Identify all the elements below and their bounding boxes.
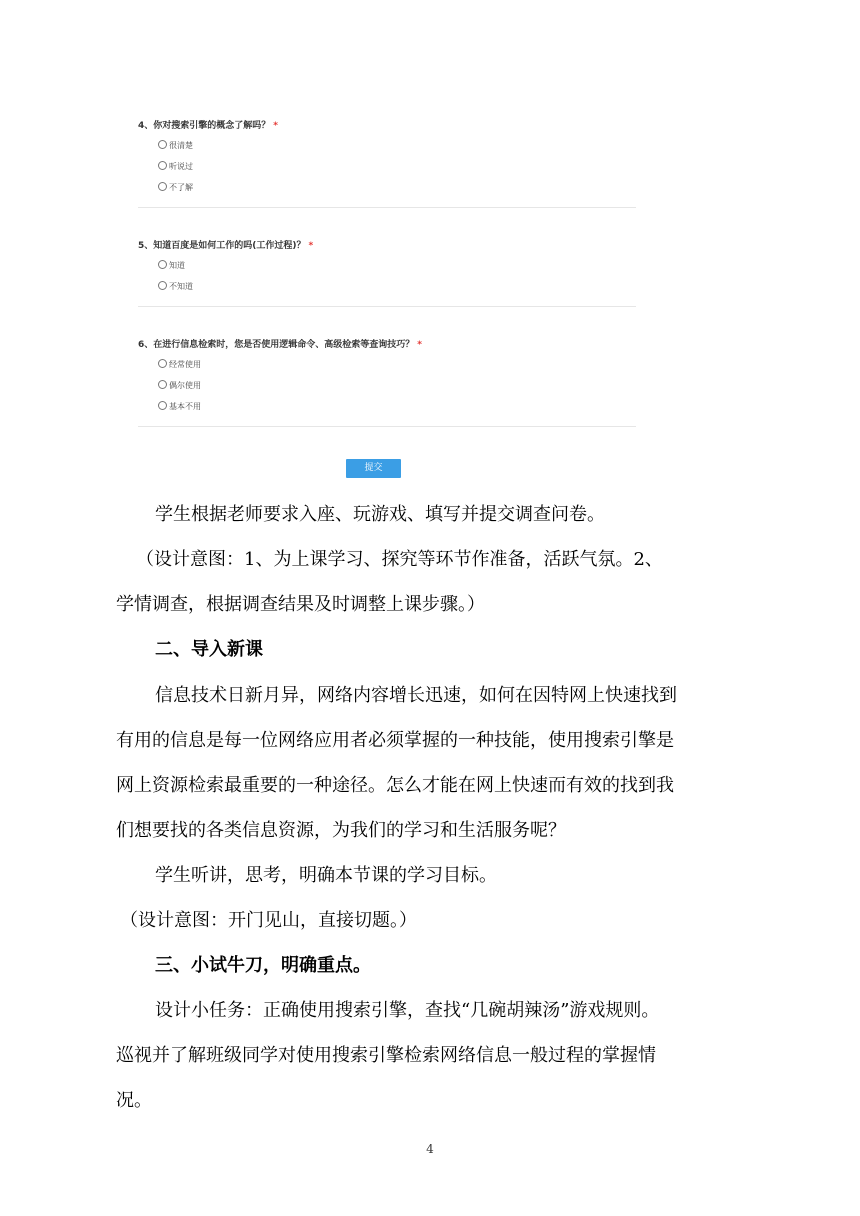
radio-option[interactable] xyxy=(158,281,193,293)
question-title xyxy=(138,337,422,350)
radio-icon[interactable] xyxy=(158,380,167,389)
radio-icon[interactable] xyxy=(158,161,167,170)
paragraph: 有用的信息是每一位网络应用者必须掌握的一种技能，使用搜索引擎是 xyxy=(116,730,674,751)
option-label: 偶尔使用 xyxy=(169,381,201,390)
paragraph: （设计意图：1、为上课学习、探究等环节作准备，活跃气氛。2、 xyxy=(136,549,663,570)
required-marker: * xyxy=(273,121,278,131)
section-heading: 三、小试牛刀，明确重点。 xyxy=(155,955,371,976)
divider xyxy=(138,207,636,208)
radio-option[interactable] xyxy=(158,260,185,272)
radio-option[interactable] xyxy=(158,380,201,392)
question-text: 4、你对搜索引擎的概念了解吗？ xyxy=(138,121,271,131)
page-number: 4 xyxy=(426,1142,434,1156)
radio-icon[interactable] xyxy=(158,260,167,269)
radio-option[interactable] xyxy=(158,359,201,371)
radio-option[interactable] xyxy=(158,140,193,152)
option-label: 不知道 xyxy=(169,282,193,291)
radio-icon[interactable] xyxy=(158,359,167,368)
paragraph: 况。 xyxy=(116,1090,152,1111)
option-label: 基本不用 xyxy=(169,402,201,411)
option-label: 听说过 xyxy=(169,162,193,171)
radio-icon[interactable] xyxy=(158,281,167,290)
option-label: 很清楚 xyxy=(169,141,193,150)
question-text: 6、在进行信息检索时，您是否使用逻辑命令、高级检索等查询技巧？ xyxy=(138,340,415,350)
section-heading: 二、导入新课 xyxy=(155,639,263,660)
paragraph: 学情调查，根据调查结果及时调整上课步骤。） xyxy=(116,594,485,615)
question-text: 5、知道百度是如何工作的吗(工作过程)？ xyxy=(138,241,306,251)
radio-icon[interactable] xyxy=(158,401,167,410)
divider xyxy=(138,426,636,427)
paragraph: 信息技术日新月异，网络内容增长迅速，如何在因特网上快速找到 xyxy=(155,685,677,706)
required-marker: * xyxy=(417,340,422,350)
question-title xyxy=(138,118,278,131)
paragraph: 们想要找的各类信息资源，为我们的学习和生活服务呢？ xyxy=(116,820,566,841)
radio-icon[interactable] xyxy=(158,140,167,149)
submit-button[interactable]: 提交 xyxy=(346,459,401,478)
radio-option[interactable] xyxy=(158,401,201,413)
option-label: 知道 xyxy=(169,261,185,270)
radio-icon[interactable] xyxy=(158,182,167,191)
radio-option[interactable] xyxy=(158,161,193,173)
option-label: 经常使用 xyxy=(169,360,201,369)
radio-option[interactable] xyxy=(158,182,193,194)
paragraph: 网上资源检索最重要的一种途径。怎么才能在网上快速而有效的找到我 xyxy=(116,775,674,796)
paragraph: 学生根据老师要求入座、玩游戏、填写并提交调查问卷。 xyxy=(155,504,605,525)
divider xyxy=(138,306,636,307)
option-label: 不了解 xyxy=(169,183,193,192)
paragraph: 设计小任务：正确使用搜索引擎，查找“几碗胡辣汤”游戏规则。 xyxy=(155,1000,660,1021)
paragraph: （设计意图：开门见山，直接切题。） xyxy=(120,910,417,931)
paragraph: 学生听讲，思考，明确本节课的学习目标。 xyxy=(155,865,497,886)
question-title xyxy=(138,238,313,251)
required-marker: * xyxy=(308,241,314,251)
paragraph: 巡视并了解班级同学对使用搜索引擎检索网络信息一般过程的掌握情 xyxy=(116,1045,656,1066)
